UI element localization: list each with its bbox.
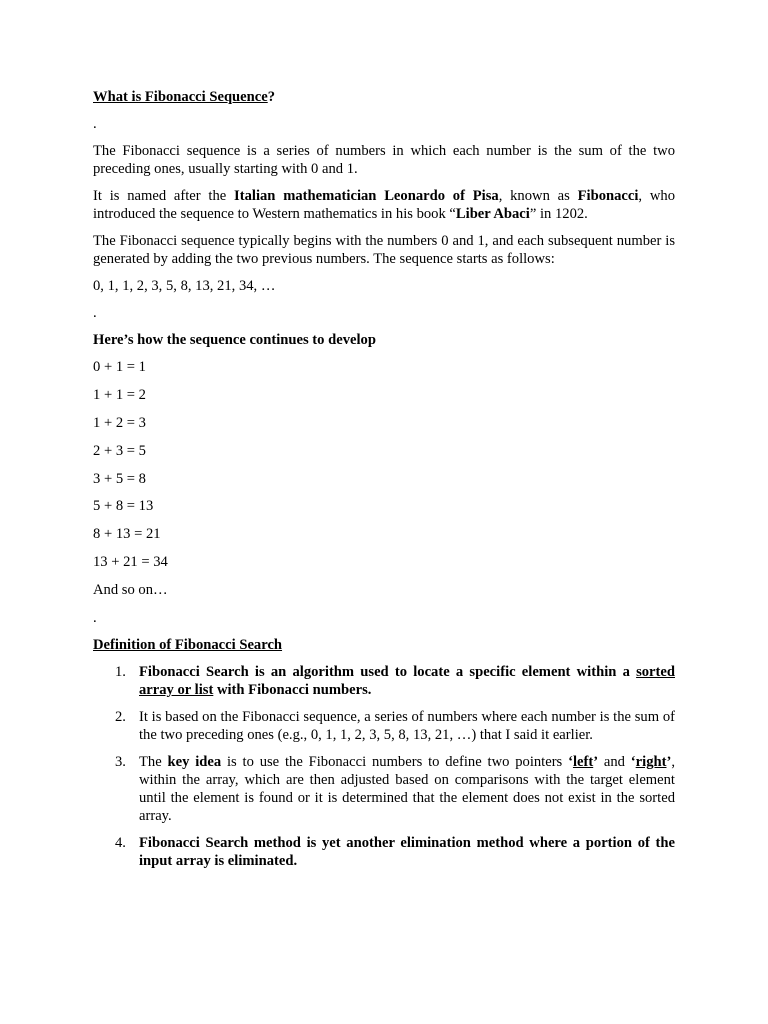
list-item [93,708,675,744]
intro-paragraph: The Fibonacci sequence is a series of numbers in which each number is the sum of the two preceding ones, usually starting with 0 and 1. [93,143,675,177]
equation-line: 1 + 1 = 2 [93,386,146,403]
text-run: and [598,754,631,771]
definition-heading-text: Definition of Fibonacci Search [93,637,283,654]
list-item [93,753,675,825]
bold-run: Liber Abaci [455,206,530,222]
separator-dot: . [93,305,97,321]
quote-mark: ’ [593,754,599,771]
text-run: Fibonacci Search is an algorithm used to locate a specific element within a [139,664,637,681]
page-title-underlined: What is Fibonacci Sequence [93,89,268,105]
quote-mark: ’ [666,754,672,771]
named-after-paragraph [93,187,675,223]
quote-mark: ‘ [568,754,573,771]
list-item-bold-text [139,664,675,698]
text-run: The [139,754,168,771]
list-item [93,834,675,870]
text-run: It is named after the [93,188,235,204]
bold-run: key idea [167,754,222,771]
bold-run: Italian mathematician Leonardo of Pisa [234,188,499,204]
equation-line: 8 + 13 = 21 [93,526,161,543]
text-run: , within the array, which are then adjusted based on comparisons with the target element until the element is found or it is determined that the element does not exist in the sorted array. [139,754,676,825]
develop-heading-text: Here’s how the sequence continues to develop [93,332,376,348]
bold-run: Fibonacci [577,188,639,204]
equation-line: 1 + 2 = 3 [93,414,146,431]
underlined-run: left [572,754,594,771]
list-item-text: It is based on the Fibonacci sequence, a series of numbers where each number is the sum of the two preceding ones (e.g., 0, 1, 1, 2, 3, 5, 8, 13, 21, …) that I said it earlier. [139,709,675,744]
equation-line: 0 + 1 = 1 [93,359,146,375]
quote-mark: ‘ [630,754,636,771]
definition-heading [93,636,675,654]
list-number: 2. [115,709,126,726]
text-run: , known as [498,188,578,204]
bold-run [568,754,598,770]
document-page [93,88,675,879]
text-run: ” in 1202. [529,206,588,222]
separator-dot: . [93,610,97,627]
and-so-on-line: And so on… [93,582,168,599]
separator-dot: . [93,116,97,132]
text-run: with Fibonacci numbers. [213,682,372,699]
develop-heading [93,331,675,349]
sequence-line: 0, 1, 1, 2, 3, 5, 8, 13, 21, 34, … [93,278,276,294]
equation-line: 2 + 3 = 5 [93,442,146,459]
page-title-suffix: ? [267,89,276,105]
list-number: 1. [115,664,126,681]
list-number: 4. [115,835,126,852]
definition-list [93,663,675,870]
begins-paragraph: The Fibonacci sequence typically begins with the numbers 0 and 1, and each subsequent number is generated by adding the two previous numbers. The sequence starts as follows: [93,233,675,267]
text-run: , who introduced the sequence to Western mathematics in his book “ [93,188,675,222]
equation-line: 3 + 5 = 8 [93,470,146,487]
list-item [93,663,675,699]
equation-line: 5 + 8 = 13 [93,498,154,515]
list-number: 3. [115,754,126,771]
page-title [93,88,675,106]
equation-line: 13 + 21 = 34 [93,554,168,571]
list-item-bold-text: Fibonacci Search method is yet another elimination method where a portion of the input array is eliminated. [139,835,675,870]
underlined-run: sorted array or list [139,664,675,699]
bold-run [631,754,672,770]
text-run: is to use the Fibonacci numbers to define two pointers [221,754,569,771]
underlined-run: right [635,754,667,771]
